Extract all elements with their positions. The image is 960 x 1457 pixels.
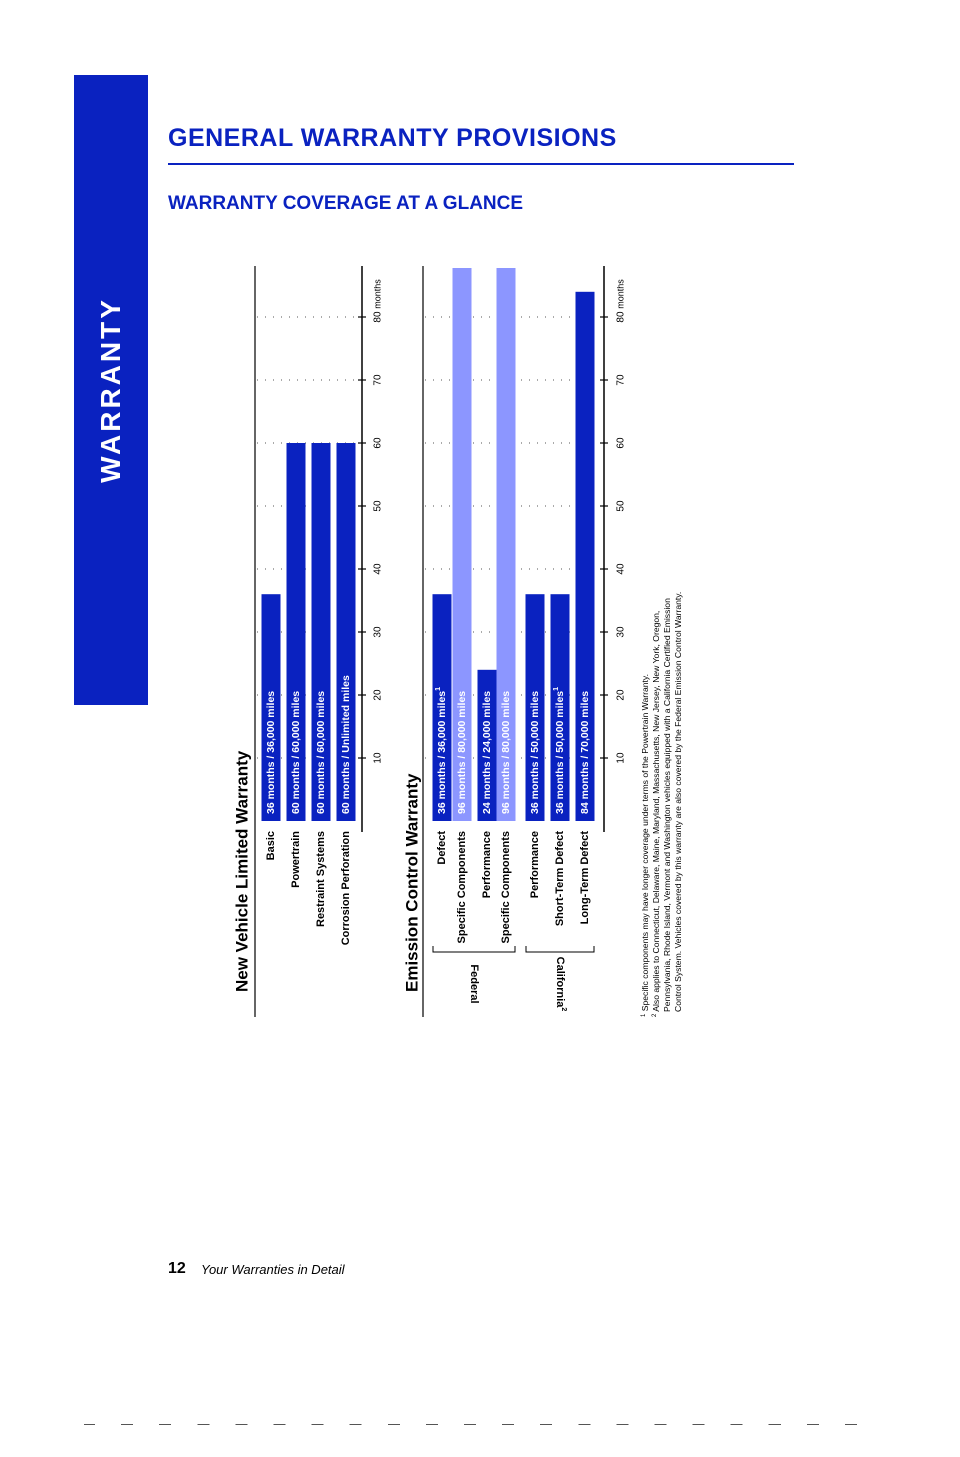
axis-unit-label: months bbox=[615, 279, 626, 309]
footer-section-label: Your Warranties in Detail bbox=[201, 1262, 345, 1277]
warranty-chart bbox=[225, 262, 705, 1032]
footnote bbox=[651, 611, 661, 1017]
tick-label: 50 bbox=[372, 500, 384, 512]
group-bracket bbox=[526, 946, 594, 952]
chart-title: Emission Control Warranty bbox=[402, 773, 422, 992]
title-divider bbox=[168, 163, 794, 165]
footnote-text: Specific components may have longer coverage under terms of the Powertrain Warranty. bbox=[640, 674, 651, 1014]
tick-label: 20 bbox=[615, 689, 627, 701]
tick-label: 80 bbox=[615, 311, 627, 323]
footnote-text: Pennsylvania, Rhode Island, Vermont and Washington vehicles equipped with a California Certified Emission bbox=[662, 598, 673, 1012]
footnote bbox=[662, 598, 672, 1012]
footnote-mark: 1 bbox=[434, 686, 442, 691]
category-label: Specific Components bbox=[455, 831, 468, 944]
page-title: GENERAL WARRANTY PROVISIONS bbox=[168, 124, 617, 152]
side-tab-label: WARRANTY bbox=[95, 297, 126, 483]
tick-label: 60 bbox=[372, 437, 384, 449]
bar-value-label: 36 months / 50,000 miles$^1$ bbox=[552, 686, 566, 814]
category-label: Short-Term Defect bbox=[553, 831, 566, 927]
footnote bbox=[640, 674, 650, 1017]
tick-label: 10 bbox=[372, 752, 384, 764]
section-title: WARRANTY COVERAGE AT A GLANCE bbox=[168, 193, 524, 214]
axis-unit-label: months bbox=[372, 279, 383, 309]
category-label: Specific Components bbox=[499, 831, 512, 944]
group-label: Federal bbox=[468, 964, 481, 1004]
footnote-text: Control System. Vehicles covered by this warranty are also covered by the Federal Emission Control Warranty. bbox=[673, 591, 684, 1012]
tick-label: 40 bbox=[372, 563, 384, 575]
group-bracket bbox=[433, 946, 515, 952]
cut-line bbox=[84, 1424, 874, 1425]
category-label: Basic bbox=[264, 831, 277, 861]
bar-value-label: 96 months / 80,000 miles bbox=[455, 690, 468, 814]
category-label: Restraint Systems bbox=[314, 831, 327, 927]
bar-value-label: 36 months / 36,000 miles bbox=[264, 690, 277, 814]
tick-label: 60 bbox=[615, 437, 627, 449]
bar-value-label: 24 months / 24,000 miles bbox=[480, 690, 493, 814]
tick-label: 40 bbox=[615, 563, 627, 575]
tick-label: 10 bbox=[615, 752, 627, 764]
chart-title: New Vehicle Limited Warranty bbox=[232, 750, 252, 992]
bar-value-label: 84 months / 70,000 miles bbox=[578, 690, 591, 814]
bar-value-label: 60 months / Unlimited miles bbox=[339, 675, 352, 814]
group-label: California$^2$ bbox=[554, 956, 568, 1012]
footnote-mark: 1 bbox=[640, 1013, 647, 1017]
tick-label: 50 bbox=[615, 500, 627, 512]
footnote-mark: 1 bbox=[552, 686, 560, 691]
tick-label: 70 bbox=[372, 374, 384, 386]
footnote bbox=[673, 592, 683, 1012]
bar-value-label: 60 months / 60,000 miles bbox=[314, 690, 327, 814]
category-label: Performance bbox=[480, 831, 493, 899]
footnote-mark: 2 bbox=[560, 1007, 568, 1012]
category-label: Long-Term Defect bbox=[578, 831, 591, 925]
category-label: Powertrain bbox=[289, 831, 302, 888]
category-label: Corrosion Perforation bbox=[339, 831, 352, 946]
category-label: Performance bbox=[528, 831, 541, 899]
tick-label: 30 bbox=[615, 626, 627, 638]
page-number: 12 bbox=[168, 1260, 186, 1277]
tick-label: 80 bbox=[372, 311, 384, 323]
bar-value-label: 60 months / 60,000 miles bbox=[289, 690, 302, 814]
category-label: Defect bbox=[435, 831, 448, 865]
footnote-text: Also applies to Connecticut, Delaware, Maine, Maryland, Massachusetts, New Jersey, New York, Oregon, bbox=[651, 610, 662, 1014]
footnote-mark: 2 bbox=[651, 1013, 658, 1017]
tick-label: 30 bbox=[372, 626, 384, 638]
bar-value-label: 36 months / 36,000 miles$^1$ bbox=[434, 686, 448, 814]
bar-value-label: 36 months / 50,000 miles bbox=[528, 690, 541, 814]
tick-label: 20 bbox=[372, 689, 384, 701]
bar-value-label: 96 months / 80,000 miles bbox=[499, 690, 512, 814]
warranty-chart-svg bbox=[225, 262, 705, 1032]
tick-label: 70 bbox=[615, 374, 627, 386]
